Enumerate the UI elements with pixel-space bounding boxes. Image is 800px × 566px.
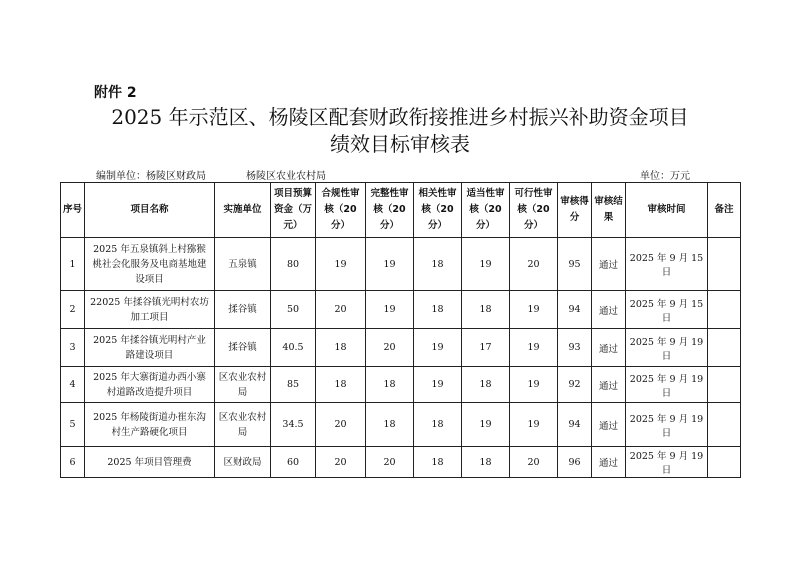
cell-result: 通过 (592, 367, 626, 403)
cell-compliance: 18 (316, 329, 366, 367)
cell-seq: 1 (61, 238, 85, 291)
cell-budget: 34.5 (271, 403, 316, 447)
cell-budget: 80 (271, 238, 316, 291)
audit-table (60, 182, 741, 478)
cell-budget: 50 (271, 291, 316, 329)
table-row (61, 447, 741, 478)
cell-note (708, 403, 741, 447)
header-time: 审核时间 (626, 183, 708, 238)
cell-relevance: 18 (414, 291, 462, 329)
header-budget: 项目预算资金（万元） (271, 183, 316, 238)
cell-time: 2025 年 9 月 19 日 (626, 403, 708, 447)
cell-relevance: 19 (414, 329, 462, 367)
cell-time: 2025 年 9 月 15 日 (626, 238, 708, 291)
cell-seq: 4 (61, 367, 85, 403)
cell-unit: 揉谷镇 (215, 329, 271, 367)
header-relevance: 相关性审核（20 分） (414, 183, 462, 238)
cell-compliance: 20 (316, 447, 366, 478)
cell-time: 2025 年 9 月 19 日 (626, 447, 708, 478)
cell-completeness: 18 (366, 367, 414, 403)
header-score: 审核得分 (558, 183, 592, 238)
cell-unit: 区财政局 (215, 447, 271, 478)
cell-feasibility: 19 (510, 403, 558, 447)
cell-score: 94 (558, 291, 592, 329)
cell-seq: 2 (61, 291, 85, 329)
header-completeness: 完整性审核（20 分） (366, 183, 414, 238)
cell-name: 2025 年项目管理费 (85, 447, 215, 478)
cell-name: 2025 年杨陵街道办崔东沟村生产路硬化项目 (85, 403, 215, 447)
cell-appropriateness: 19 (462, 403, 510, 447)
cell-completeness: 20 (366, 329, 414, 367)
compiler-unit-2: 杨陵区农业农村局 (246, 171, 326, 182)
compiler-unit: 编制单位：杨陵区财政局 (96, 171, 206, 182)
table-row (61, 238, 741, 291)
cell-completeness: 19 (366, 291, 414, 329)
table-row (61, 329, 741, 367)
cell-name: 2025 年五泉镇斜上村猕猴桃社会化服务及电商基地建设项目 (85, 238, 215, 291)
table-row (61, 403, 741, 447)
cell-compliance: 19 (316, 238, 366, 291)
cell-budget: 60 (271, 447, 316, 478)
cell-note (708, 291, 741, 329)
cell-appropriateness: 19 (462, 238, 510, 291)
cell-seq: 6 (61, 447, 85, 478)
cell-score: 95 (558, 238, 592, 291)
cell-relevance: 18 (414, 447, 462, 478)
cell-unit: 揉谷镇 (215, 291, 271, 329)
cell-time: 2025 年 9 月 15 日 (626, 291, 708, 329)
header-row (61, 183, 741, 238)
cell-unit: 五泉镇 (215, 238, 271, 291)
cell-completeness: 18 (366, 403, 414, 447)
cell-completeness: 19 (366, 238, 414, 291)
cell-appropriateness: 17 (462, 329, 510, 367)
currency-unit: 单位：万元 (640, 171, 690, 182)
header-compliance: 合规性审核（20 分） (316, 183, 366, 238)
header-feasibility: 可行性审核（20 分） (510, 183, 558, 238)
cell-result: 通过 (592, 447, 626, 478)
cell-appropriateness: 18 (462, 447, 510, 478)
cell-note (708, 447, 741, 478)
cell-compliance: 18 (316, 367, 366, 403)
cell-completeness: 20 (366, 447, 414, 478)
header-seq: 序号 (61, 183, 85, 238)
cell-relevance: 18 (414, 238, 462, 291)
cell-note (708, 367, 741, 403)
cell-result: 通过 (592, 291, 626, 329)
cell-result: 通过 (592, 238, 626, 291)
cell-budget: 40.5 (271, 329, 316, 367)
cell-note (708, 238, 741, 291)
cell-appropriateness: 18 (462, 291, 510, 329)
cell-name: 2025 年揉谷镇光明村产业路建设项目 (85, 329, 215, 367)
cell-unit: 区农业农村局 (215, 367, 271, 403)
header-unit: 实施单位 (215, 183, 271, 238)
cell-feasibility: 19 (510, 291, 558, 329)
attachment-label: 附件 2 (94, 85, 137, 101)
header-appropriateness: 适当性审核（20 分） (462, 183, 510, 238)
cell-appropriateness: 18 (462, 367, 510, 403)
cell-seq: 5 (61, 403, 85, 447)
cell-note (708, 329, 741, 367)
cell-relevance: 18 (414, 403, 462, 447)
cell-compliance: 20 (316, 291, 366, 329)
table-row (61, 367, 741, 403)
cell-compliance: 20 (316, 403, 366, 447)
cell-feasibility: 19 (510, 329, 558, 367)
cell-seq: 3 (61, 329, 85, 367)
cell-budget: 85 (271, 367, 316, 403)
cell-result: 通过 (592, 329, 626, 367)
table-row (61, 291, 741, 329)
cell-score: 93 (558, 329, 592, 367)
header-result: 审核结果 (592, 183, 626, 238)
cell-feasibility: 19 (510, 367, 558, 403)
cell-name: 2025 年大寨街道办西小寨村道路改造提升项目 (85, 367, 215, 403)
cell-time: 2025 年 9 月 19 日 (626, 329, 708, 367)
cell-feasibility: 20 (510, 238, 558, 291)
cell-score: 96 (558, 447, 592, 478)
cell-unit: 区农业农村局 (215, 403, 271, 447)
cell-feasibility: 20 (510, 447, 558, 478)
cell-time: 2025 年 9 月 19 日 (626, 367, 708, 403)
cell-score: 94 (558, 403, 592, 447)
document-title-line1: 2025 年示范区、杨陵区配套财政衔接推进乡村振兴补助资金项目 (111, 105, 689, 129)
cell-relevance: 19 (414, 367, 462, 403)
cell-result: 通过 (592, 403, 626, 447)
header-note: 备注 (708, 183, 741, 238)
header-name: 项目名称 (85, 183, 215, 238)
cell-score: 92 (558, 367, 592, 403)
cell-name: 22025 年揉谷镇光明村农坊加工项目 (85, 291, 215, 329)
document-title-line2: 绩效目标审核表 (330, 132, 470, 156)
